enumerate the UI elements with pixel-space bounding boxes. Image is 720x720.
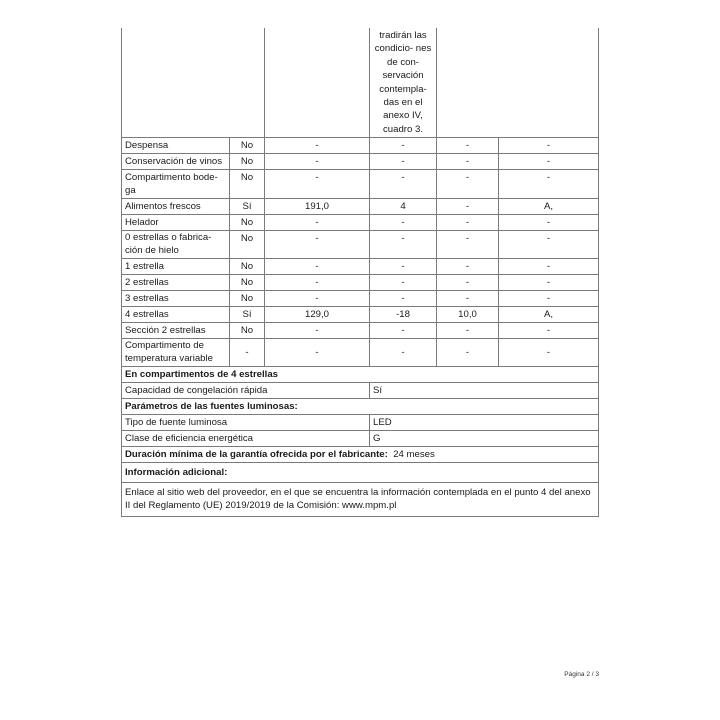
compartment-temperature: -18 bbox=[370, 307, 437, 323]
compartment-present: - bbox=[230, 339, 265, 367]
compartment-row bbox=[122, 199, 599, 215]
compartment-temperature: - bbox=[370, 138, 437, 154]
table-row bbox=[122, 447, 599, 463]
compartment-freezing-capacity: - bbox=[437, 138, 499, 154]
table-row bbox=[122, 415, 599, 431]
compartment-volume: - bbox=[265, 154, 370, 170]
compartment-name: 2 estrellas bbox=[122, 275, 230, 291]
table-cell bbox=[265, 28, 370, 138]
compartment-present: No bbox=[230, 291, 265, 307]
compartment-volume: 129,0 bbox=[265, 307, 370, 323]
energy-class-label: Clase de eficiencia energética bbox=[122, 431, 370, 447]
compartment-row bbox=[122, 339, 599, 367]
compartment-volume: - bbox=[265, 215, 370, 231]
compartment-volume: - bbox=[265, 170, 370, 199]
compartment-name: Conservación de vinos bbox=[122, 154, 230, 170]
compartment-row bbox=[122, 170, 599, 199]
warranty-cell bbox=[122, 447, 599, 463]
compartment-temperature: - bbox=[370, 259, 437, 275]
compartment-freezing-capacity: - bbox=[437, 215, 499, 231]
compartment-row bbox=[122, 259, 599, 275]
compartment-climate-class: - bbox=[499, 339, 599, 367]
additional-info-text: Enlace al sitio web del proveedor, en el que se encuentra la información contemplada en el punto 4 del anexo II del Reglamento (UE) 2019/2019 de la Comisión: www.mpm.pl bbox=[122, 483, 599, 517]
compartment-climate-class: - bbox=[499, 170, 599, 199]
compartment-present: No bbox=[230, 323, 265, 339]
compartment-freezing-capacity: - bbox=[437, 339, 499, 367]
compartment-name: 1 estrella bbox=[122, 259, 230, 275]
compartment-climate-class: A, bbox=[499, 199, 599, 215]
table-cell bbox=[370, 28, 437, 138]
compartment-row bbox=[122, 215, 599, 231]
compartment-freezing-capacity: - bbox=[437, 199, 499, 215]
section-heading-row bbox=[122, 399, 599, 415]
compartment-name: 3 estrellas bbox=[122, 291, 230, 307]
compartment-climate-class: - bbox=[499, 215, 599, 231]
compartment-present: No bbox=[230, 275, 265, 291]
compartment-climate-class: A, bbox=[499, 307, 599, 323]
table-cell bbox=[437, 28, 599, 138]
compartment-name: Compartimento de temperatura variable bbox=[122, 339, 230, 367]
light-source-heading: Parámetros de las fuentes luminosas: bbox=[122, 399, 599, 415]
four-star-heading: En compartimentos de 4 estrellas bbox=[122, 367, 599, 383]
compartment-temperature: - bbox=[370, 154, 437, 170]
compartment-volume: - bbox=[265, 138, 370, 154]
table-row bbox=[122, 483, 599, 517]
compartment-temperature: - bbox=[370, 339, 437, 367]
compartment-climate-class: - bbox=[499, 259, 599, 275]
fast-freeze-value: Sí bbox=[370, 383, 599, 399]
compartment-row bbox=[122, 307, 599, 323]
compartment-temperature: - bbox=[370, 231, 437, 259]
light-type-label: Tipo de fuente luminosa bbox=[122, 415, 370, 431]
compartment-volume: - bbox=[265, 323, 370, 339]
compartment-freezing-capacity: - bbox=[437, 291, 499, 307]
compartment-name: Helador bbox=[122, 215, 230, 231]
compartment-row bbox=[122, 231, 599, 259]
compartment-freezing-capacity: - bbox=[437, 231, 499, 259]
compartment-volume: - bbox=[265, 291, 370, 307]
section-heading-row bbox=[122, 367, 599, 383]
compartment-name: 0 estrellas o fabrica-ción de hielo bbox=[122, 231, 230, 259]
compartment-climate-class: - bbox=[499, 154, 599, 170]
table-cell bbox=[122, 28, 265, 138]
compartment-climate-class: - bbox=[499, 291, 599, 307]
compartment-row bbox=[122, 154, 599, 170]
compartment-present: No bbox=[230, 138, 265, 154]
compartment-row bbox=[122, 291, 599, 307]
compartment-present: Sí bbox=[230, 307, 265, 323]
table-body bbox=[122, 28, 599, 367]
compartment-climate-class: - bbox=[499, 323, 599, 339]
table-row bbox=[122, 28, 599, 138]
compartment-name: Compartimento bode-ga bbox=[122, 170, 230, 199]
warranty-value: 24 meses bbox=[393, 449, 435, 461]
compartment-freezing-capacity: - bbox=[437, 154, 499, 170]
compartment-present: No bbox=[230, 154, 265, 170]
compartment-volume: - bbox=[265, 339, 370, 367]
compartment-freezing-capacity: - bbox=[437, 170, 499, 199]
compartment-temperature: - bbox=[370, 215, 437, 231]
compartment-present: No bbox=[230, 259, 265, 275]
energy-class-value: G bbox=[370, 431, 599, 447]
compartment-volume: - bbox=[265, 231, 370, 259]
compartment-freezing-capacity: - bbox=[437, 259, 499, 275]
page-number: Página 2 / 3 bbox=[564, 671, 599, 678]
compartment-name: Despensa bbox=[122, 138, 230, 154]
compartment-row bbox=[122, 323, 599, 339]
compartment-freezing-capacity: - bbox=[437, 275, 499, 291]
compartment-climate-class: - bbox=[499, 231, 599, 259]
compartment-freezing-capacity: 10,0 bbox=[437, 307, 499, 323]
product-info-table bbox=[121, 28, 599, 517]
compartment-volume: 191,0 bbox=[265, 199, 370, 215]
compartment-present: No bbox=[230, 170, 265, 199]
compartment-volume: - bbox=[265, 259, 370, 275]
compartment-name: Sección 2 estrellas bbox=[122, 323, 230, 339]
compartment-climate-class: - bbox=[499, 275, 599, 291]
compartment-name: Alimentos frescos bbox=[122, 199, 230, 215]
table-row bbox=[122, 383, 599, 399]
table-row bbox=[122, 431, 599, 447]
compartment-volume: - bbox=[265, 275, 370, 291]
fast-freeze-label: Capacidad de congelación rápida bbox=[122, 383, 370, 399]
light-type-value: LED bbox=[370, 415, 599, 431]
compartment-row bbox=[122, 138, 599, 154]
compartment-present: No bbox=[230, 231, 265, 259]
compartment-row bbox=[122, 275, 599, 291]
compartment-present: Sí bbox=[230, 199, 265, 215]
compartment-temperature: 4 bbox=[370, 199, 437, 215]
compartment-temperature: - bbox=[370, 275, 437, 291]
additional-info-heading: Información adicional: bbox=[122, 463, 599, 483]
compartment-freezing-capacity: - bbox=[437, 323, 499, 339]
compartment-present: No bbox=[230, 215, 265, 231]
warranty-label: Duración mínima de la garantía ofrecida por el fabricante: bbox=[125, 449, 388, 461]
compartment-name: 4 estrellas bbox=[122, 307, 230, 323]
compartment-temperature: - bbox=[370, 170, 437, 199]
compartment-temperature: - bbox=[370, 291, 437, 307]
compartment-climate-class: - bbox=[499, 138, 599, 154]
table-footer-sections bbox=[122, 367, 599, 517]
section-heading-row bbox=[122, 463, 599, 483]
storage-conditions-note: tradirán las condicio- nes de con- servación contempla- das en el anexo IV, cuadro 3. bbox=[374, 30, 432, 135]
compartment-temperature: - bbox=[370, 323, 437, 339]
